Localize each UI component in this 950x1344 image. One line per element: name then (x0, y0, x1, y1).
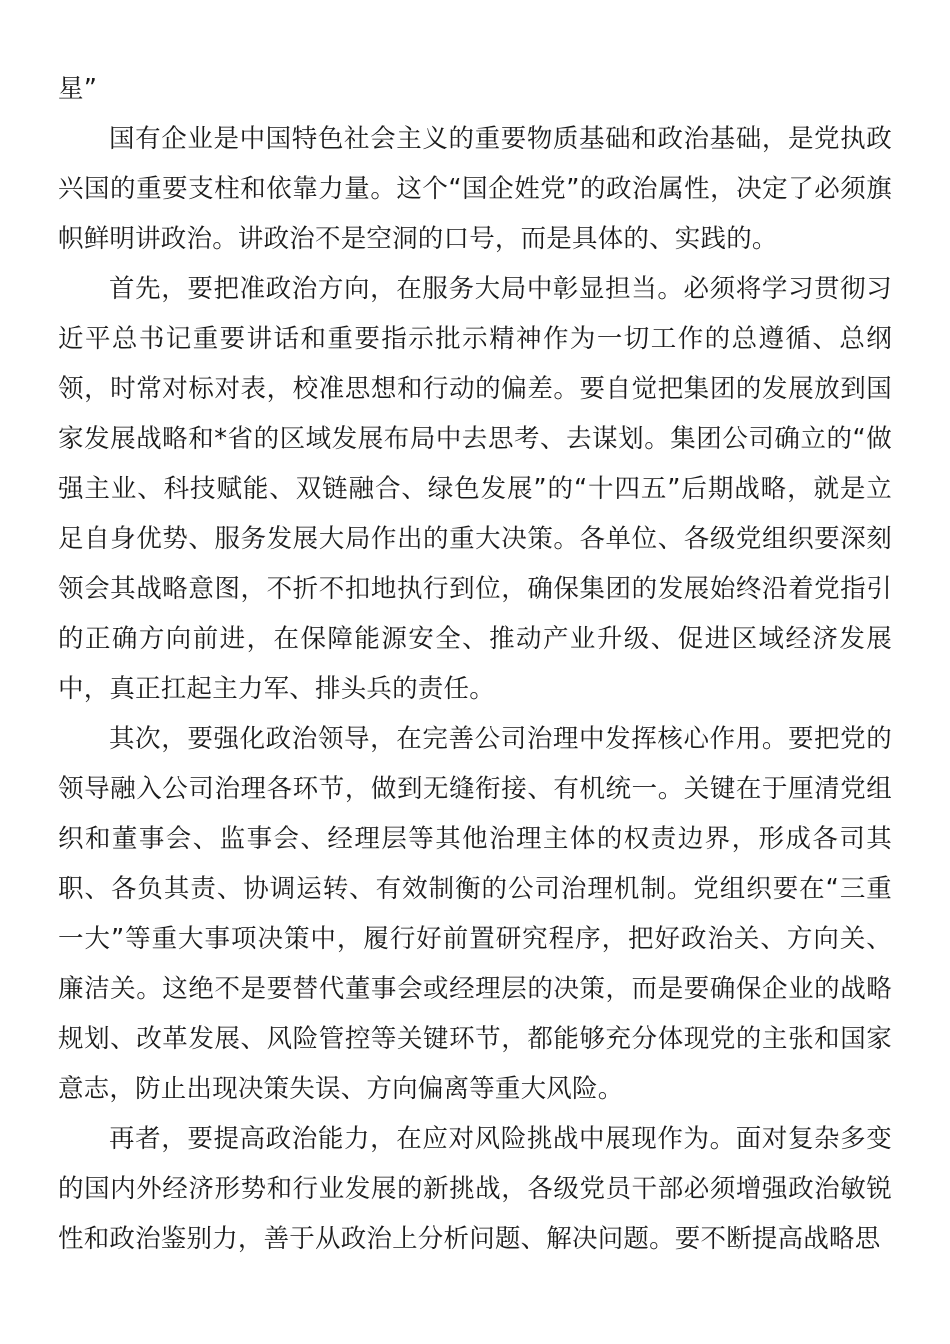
document-body (58, 64, 892, 1264)
paragraph-state-enterprise-politics: 国有企业是中国特色社会主义的重要物质基础和政治基础，是党执政兴国的重要支柱和依靠力量。这个“国企姓党”的政治属性，决定了必须旗帜鲜明讲政治。讲政治不是空洞的口号，而是具体的、实践的。 (58, 124, 892, 254)
paragraph-political-leadership: 其次，要强化政治领导，在完善公司治理中发挥核心作用。要把党的领导融入公司治理各环节，做到无缝衔接、有机统一。关键在于厘清党组织和董事会、监事会、经理层等其他治理主体的权责边界，形成各司其职、各负其责、协调运转、有效制衡的公司治理机制。党组织要在“三重一大”等重大事项决策中，履行好前置研究程序，把好政治关、方向关、廉洁关。这绝不是要替代董事会或经理层的决策，而是要确保企业的战略规划、改革发展、风险管控等关键环节，都能够充分体现党的主张和国家意志，防止出现决策失误、方向偏离等重大风险。 (58, 724, 892, 1104)
paragraph-political-capability: 再者，要提高政治能力，在应对风险挑战中展现作为。面对复杂多变的国内外经济形势和行业发展的新挑战，各级党员干部必须增强政治敏锐性和政治鉴别力，善于从政治上分析问题、解决问题。要不断提高战略思 (58, 1124, 892, 1254)
paragraph-political-direction: 首先，要把准政治方向，在服务大局中彰显担当。必须将学习贯彻习近平总书记重要讲话和重要指示批示精神作为一切工作的总遵循、总纲领，时常对标对表，校准思想和行动的偏差。要自觉把集团的发展放到国家发展战略和*省的区域发展布局中去思考、去谋划。集团公司确立的“做强主业、科技赋能、双链融合、绿色发展”的“十四五”后期战略，就是立足自身优势、服务发展大局作出的重大决策。各单位、各级党组织要深刻领会其战略意图，不折不扣地执行到位，确保集团的发展始终沿着党指引的正确方向前进，在保障能源安全、推动产业升级、促进区域经济发展中，真正扛起主力军、排头兵的责任。 (58, 274, 892, 704)
paragraph-continuation: 星” (58, 74, 98, 104)
